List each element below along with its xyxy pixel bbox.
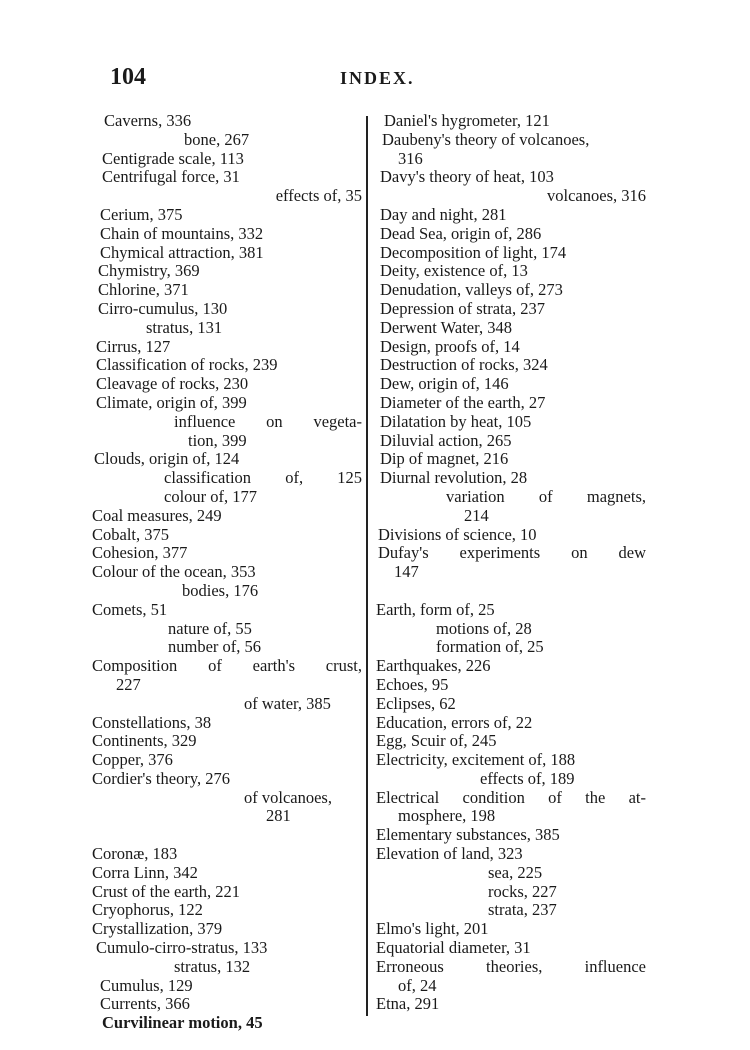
index-entry: number of, 56 [168, 637, 262, 657]
index-entry: Erroneous theories, influence [376, 956, 646, 976]
index-entry: of volcanoes, [244, 787, 332, 807]
index-entry: Diameter of the earth, 27 [380, 392, 546, 412]
index-entry: Cirrus, 127 [96, 336, 171, 356]
index-entry: bone, 267 [184, 129, 250, 149]
index-entry: classification of, 125 [164, 468, 362, 488]
index-entry: Crystallization, 379 [92, 919, 223, 939]
index-entry: Decomposition of light, 174 [380, 242, 567, 262]
index-entry: Colour of the ocean, 353 [92, 562, 256, 582]
index-entry: 227 [116, 674, 141, 694]
index-entry: Deity, existence of, 13 [380, 261, 528, 281]
index-entry: Crust of the earth, 221 [92, 881, 241, 901]
index-entry: nature of, 55 [168, 618, 252, 638]
index-entry: formation of, 25 [436, 637, 544, 657]
index-entry: Cryophorus, 122 [92, 900, 203, 920]
index-entry: Chymistry, 369 [98, 261, 200, 281]
index-entry: Curvilinear motion, 45 [102, 1013, 263, 1033]
index-entry: bodies, 176 [182, 580, 259, 600]
index-entry: of, 24 [398, 975, 437, 995]
index-spacer [90, 826, 362, 845]
index-entry: Davy's theory of heat, 103 [380, 167, 554, 187]
index-entry: influence on vegeta- [174, 411, 362, 431]
index-entry: Elmo's light, 201 [376, 919, 489, 939]
index-entry: 281 [266, 806, 291, 826]
index-entry: Currents, 366 [100, 994, 190, 1014]
index-entry: Electrical condition of the at- [376, 787, 646, 807]
index-entry: 316 [398, 148, 423, 168]
index-entry: Etna, 291 [376, 994, 440, 1014]
index-entry: variation of magnets, [446, 486, 646, 506]
index-entry: stratus, 131 [146, 317, 223, 337]
index-entry: rocks, 227 [488, 881, 557, 901]
column-divider [366, 116, 368, 1016]
index-entry: stratus, 132 [174, 956, 251, 976]
running-head: INDEX. [340, 68, 415, 88]
index-entry: Design, proofs of, 14 [380, 336, 520, 356]
index-entry: 214 [464, 505, 489, 525]
index-entry: Dilatation by heat, 105 [380, 411, 532, 431]
index-entry: Day and night, 281 [380, 204, 507, 224]
index-entry: strata, 237 [488, 900, 557, 920]
index-entry: Composition of earth's crust, [92, 656, 362, 676]
index-entry: Destruction of rocks, 324 [380, 355, 548, 375]
index-entry: motions of, 28 [436, 618, 532, 638]
index-entry: Elementary substances, 385 [376, 825, 560, 845]
index-entry: Chymical attraction, 381 [100, 242, 264, 262]
index-entry: Divisions of science, 10 [378, 524, 537, 544]
index-entry: Egg, Scuir of, 245 [376, 731, 497, 751]
index-entry: Climate, origin of, 399 [96, 392, 247, 412]
index-entry: Education, errors of, 22 [376, 712, 533, 732]
index-entry: Comets, 51 [92, 599, 168, 619]
index-entry: Cirro-cumulus, 130 [98, 298, 228, 318]
index-entry: volcanoes, 316 [547, 186, 646, 206]
index-entry: Depression of strata, 237 [380, 298, 545, 318]
index-entry: Cordier's theory, 276 [92, 768, 231, 788]
index-entry: Echoes, 95 [376, 674, 449, 694]
index-spacer [374, 582, 646, 601]
index-entry: Coronæ, 183 [92, 844, 178, 864]
index-entry: Earth, form of, 25 [376, 599, 495, 619]
index-entry: Eclipses, 62 [376, 693, 456, 713]
index-entry: Derwent Water, 348 [380, 317, 512, 337]
index-entry: Daubeny's theory of volcanoes, [382, 129, 590, 149]
index-entry: 147 [394, 562, 419, 582]
index-entry: Corra Linn, 342 [92, 862, 198, 882]
index-entry: sea, 225 [488, 862, 543, 882]
index-entry: Diluvial action, 265 [380, 430, 512, 450]
index-entry: Centrifugal force, 31 [102, 167, 240, 187]
index-entry: mosphere, 198 [398, 806, 496, 826]
index-entry: Cobalt, 375 [92, 524, 169, 544]
index-entry: Daniel's hygrometer, 121 [384, 111, 550, 130]
index-entry: Constellations, 38 [92, 712, 212, 732]
index-entry: Clouds, origin of, 124 [94, 449, 240, 469]
index-entry: Continents, 329 [92, 731, 197, 751]
index-entry: Earthquakes, 226 [376, 656, 491, 676]
index-entry: Centigrade scale, 113 [102, 148, 244, 168]
index-entry: Coal measures, 249 [92, 505, 222, 525]
index-column-left [90, 112, 362, 1033]
index-entry: Elevation of land, 323 [376, 844, 523, 864]
index-entry: of water, 385 [244, 693, 331, 713]
index-entry: Chain of mountains, 332 [100, 223, 264, 243]
index-entry: Cumulus, 129 [100, 975, 193, 995]
index-entry: effects of, 35 [275, 186, 362, 206]
index-entry: Caverns, 336 [104, 111, 192, 130]
index-entry: Chlorine, 371 [98, 280, 189, 300]
index-entry: Dip of magnet, 216 [380, 449, 509, 469]
index-entry: Classification of rocks, 239 [96, 355, 278, 375]
index-column-right [374, 112, 646, 1014]
index-entry: Cleavage of rocks, 230 [96, 374, 249, 394]
index-entry: Diurnal revolution, 28 [380, 468, 528, 488]
index-entry: tion, 399 [188, 430, 247, 450]
index-entry: colour of, 177 [164, 486, 258, 506]
index-entry: Copper, 376 [92, 750, 173, 770]
index-entry: Dufay's experiments on dew [378, 543, 646, 563]
index-entry: effects of, 189 [480, 768, 575, 788]
index-entry: Equatorial diameter, 31 [376, 938, 531, 958]
index-entry: Cohesion, 377 [92, 543, 188, 563]
index-entry: Dew, origin of, 146 [380, 374, 509, 394]
index-entry: Cerium, 375 [100, 204, 183, 224]
index-entry: Dead Sea, origin of, 286 [380, 223, 542, 243]
index-entry: Electricity, excitement of, 188 [376, 750, 576, 770]
index-entry: Cumulo-cirro-stratus, 133 [96, 938, 268, 958]
index-entry: Denudation, valleys of, 273 [380, 280, 563, 300]
page-number: 104 [110, 64, 146, 90]
